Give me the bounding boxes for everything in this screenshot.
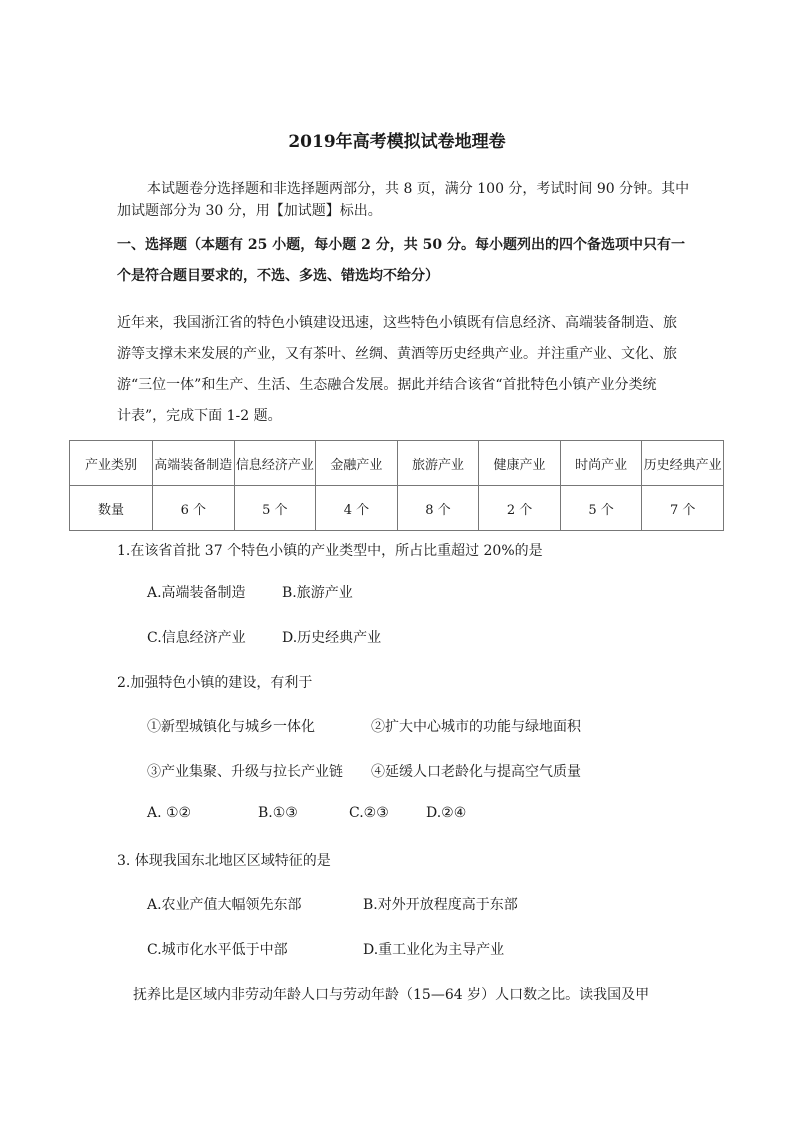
question-2-item-2: ②扩大中心城市的功能与绿地面积 [371, 719, 581, 735]
table-cell: 旅游产业 [397, 441, 479, 486]
question-2-item-3: ③产业集聚、升级与拉长产业链 [147, 764, 343, 780]
table-cell: 7 个 [642, 486, 724, 531]
table-cell: 8 个 [397, 486, 479, 531]
question-1-option-b: B.旅游产业 [282, 585, 353, 601]
intro-line-2: 加试题部分为 30 分，用【加试题】标出。 [117, 203, 382, 219]
section-heading-line-1: 一、选择题（本题有 25 小题，每小题 2 分，共 50 分。每小题列出的四个备选项中只有一 [117, 237, 685, 253]
table-cell: 高端装备制造 [153, 441, 235, 486]
question-1-option-a: A.高端装备制造 [147, 585, 246, 601]
table-cell: 金融产业 [316, 441, 398, 486]
passage-line-4: 计表”，完成下面 1-2 题。 [117, 408, 282, 424]
next-passage-line: 抚养比是区域内非劳动年龄人口与劳动年龄（15—64 岁）人口数之比。读我国及甲 [133, 987, 650, 1003]
table-row [70, 486, 724, 531]
question-3-option-d: D.重工业化为主导产业 [363, 942, 505, 958]
table-cell: 5 个 [234, 486, 316, 531]
question-2-item-1: ①新型城镇化与城乡一体化 [147, 719, 315, 735]
question-3-stem: 3. 体现我国东北地区区域特征的是 [117, 853, 331, 869]
question-2-option-b: B.①③ [258, 805, 298, 821]
question-2-option-c: C.②③ [349, 805, 389, 821]
table-cell: 5 个 [560, 486, 642, 531]
table-cell: 信息经济产业 [234, 441, 316, 486]
page-title: 2019年高考模拟试卷地理卷 [288, 132, 506, 152]
table-cell: 时尚产业 [560, 441, 642, 486]
question-2-item-4: ④延缓人口老龄化与提高空气质量 [371, 764, 581, 780]
question-3-option-c: C.城市化水平低于中部 [147, 942, 288, 958]
table-cell: 2 个 [479, 486, 561, 531]
table-cell: 数量 [70, 486, 153, 531]
industry-table [69, 440, 724, 531]
table-cell: 健康产业 [479, 441, 561, 486]
question-2-option-d: D.②④ [426, 805, 467, 821]
table-cell: 历史经典产业 [642, 441, 724, 486]
passage-line-2: 游等支撑未来发展的产业，又有茶叶、丝绸、黄酒等历史经典产业。并注重产业、文化、旅 [117, 346, 677, 362]
table-cell: 4 个 [316, 486, 398, 531]
passage-line-1: 近年来，我国浙江省的特色小镇建设迅速，这些特色小镇既有信息经济、高端装备制造、旅 [117, 315, 677, 331]
table-cell: 6 个 [153, 486, 235, 531]
table-header-row [70, 441, 724, 486]
question-1-option-d: D.历史经典产业 [282, 630, 382, 646]
question-3-option-a: A.农业产值大幅领先东部 [147, 897, 302, 913]
table-cell: 产业类别 [70, 441, 153, 486]
question-2-option-a: A. ①② [147, 805, 192, 821]
section-heading-line-2: 个是符合题目要求的，不选、多选、错选均不给分） [117, 268, 439, 284]
intro-line-1: 本试题卷分选择题和非选择题两部分，共 8 页，满分 100 分，考试时间 90 分钟。其中 [147, 181, 690, 197]
question-3-option-b: B.对外开放程度高于东部 [363, 897, 518, 913]
question-1-option-c: C.信息经济产业 [147, 630, 246, 646]
question-2-stem: 2.加强特色小镇的建设，有利于 [117, 675, 313, 691]
question-1-stem: 1.在该省首批 37 个特色小镇的产业类型中，所占比重超过 20%的是 [117, 543, 543, 559]
passage-line-3: 游“三位一体”和生产、生活、生态融合发展。据此并结合该省“首批特色小镇产业分类统 [117, 377, 657, 393]
